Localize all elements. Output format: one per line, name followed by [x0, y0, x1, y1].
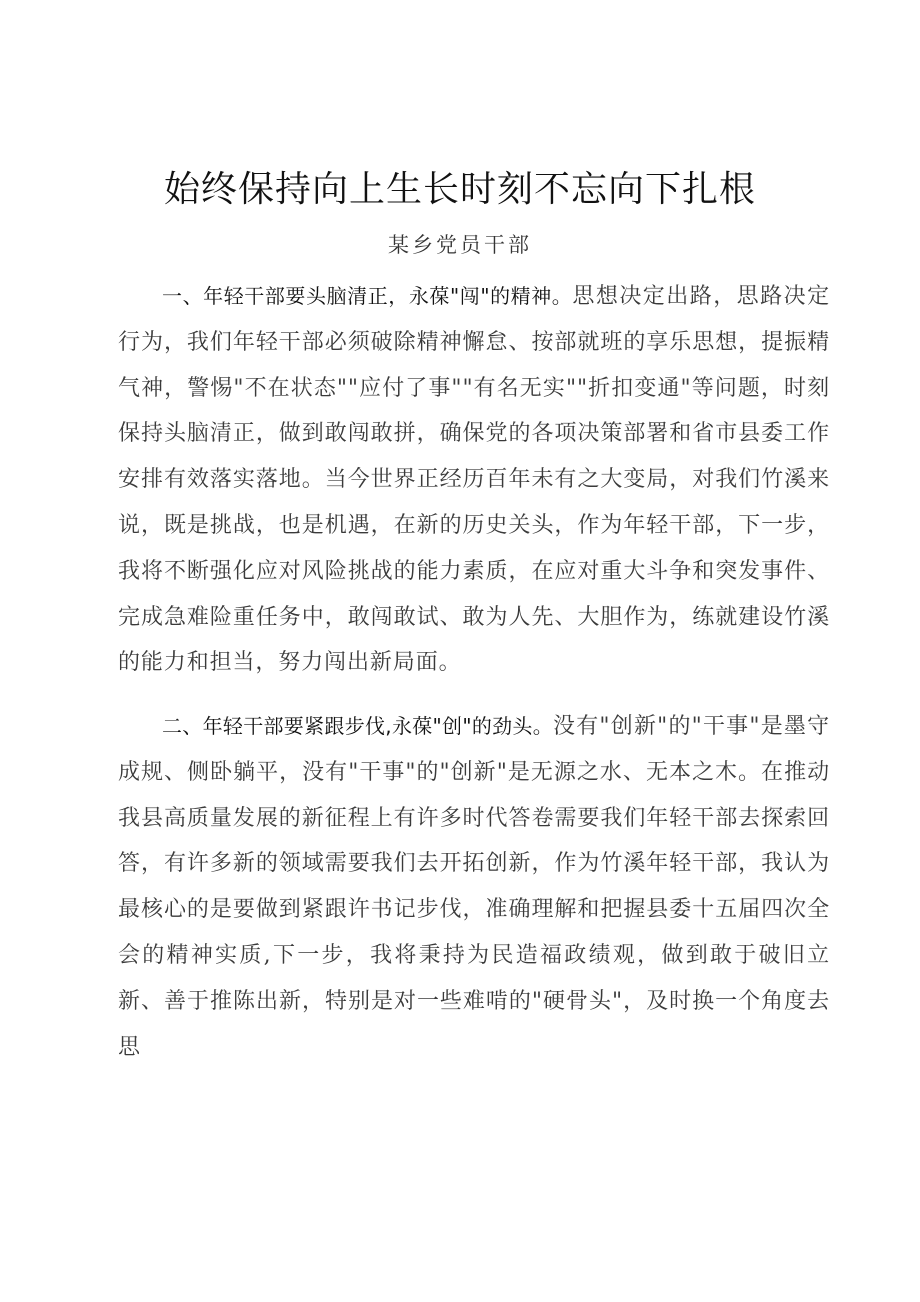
paragraph-1-text: 思想决定出路，思路决定行为，我们年轻干部必须破除精神懈怠、按部就班的享乐思想，提振精气神，警惕"不在状态""应付了事""有名无实""折扣变通"等问题，时刻保持头脑清正，做到敢闯敢拼，确保党的各项决策部署和省市县委工作安排有效落实落地。当今世界正经历百年未有之大变局，对我们竹溪来说，既是挑战，也是机遇，在新的历史关头，作为年轻干部，下一步，我将不断强化应对风险挑战的能力素质，在应对重大斗争和突发事件、完成急难险重任务中，敢闯敢试、敢为人先、大胆作为，练就建设竹溪的能力和担当，努力闯出新局面。	[118, 284, 830, 676]
paragraph-2-text: 没有"创新"的"干事"是墨守成规、侧卧躺平，没有"干事"的"创新"是无源之水、无本之木。在推动我县高质量发展的新征程上有许多时代答卷需要我们年轻干部去探索回答，有许多新的领域需要我们去开拓创新，作为竹溪年轻干部，我认为最核心的是要做到紧跟许书记步伐，准确理解和把握县委十五届四次全会的精神实质,下一步，我将秉持为民造福政绩观，做到敢于破旧立新、善于推陈出新，特别是对一些难啃的"硬骨头"，及时换一个角度去思	[118, 714, 830, 1060]
paragraph-2	[118, 704, 830, 1070]
paragraph-1	[118, 274, 830, 686]
paragraph-2-heading: 二、年轻干部要紧跟步伐,永葆"创"的劲头。	[162, 714, 554, 738]
document-author: 某乡党员干部	[388, 233, 532, 257]
document-title: 始终保持向上生长时刻不忘向下扎根	[163, 169, 756, 210]
paragraph-1-heading: 一、年轻干部要头脑清正，永葆"闯"的精神。	[162, 284, 573, 308]
